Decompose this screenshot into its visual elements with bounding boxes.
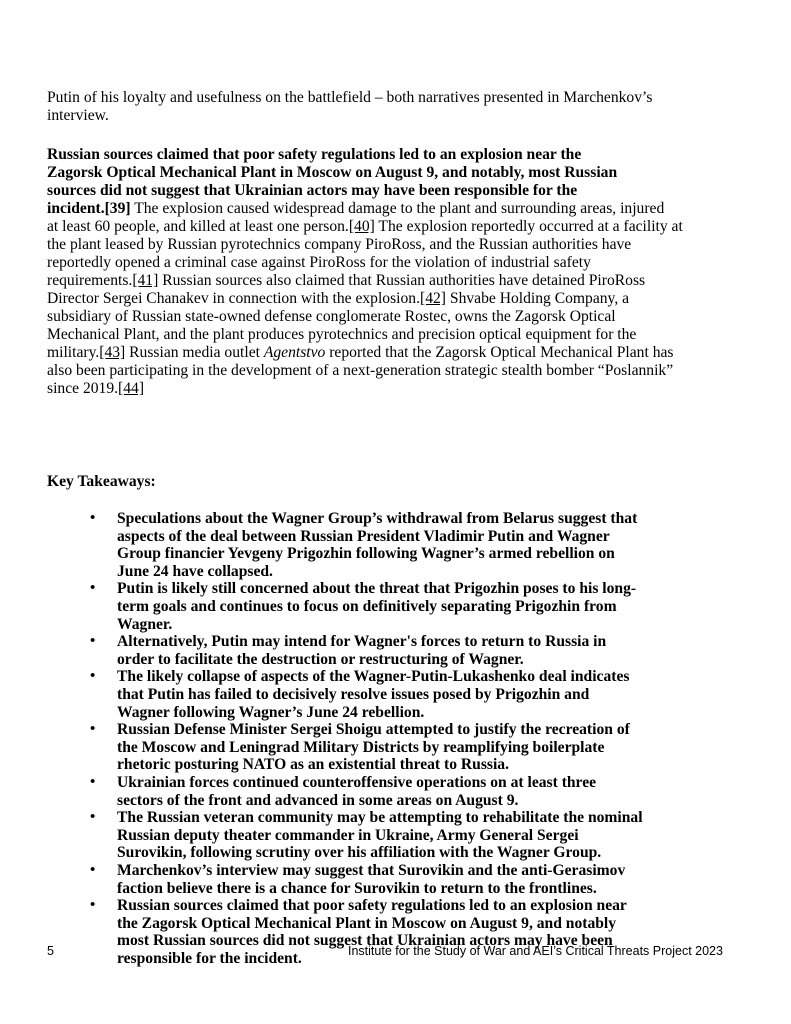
text-line — [47, 380, 144, 398]
takeaway-line: Group financier Yevgeny Prigozhin following Wagner’s armed rebellion on — [117, 545, 615, 563]
text-run: the plant leased by Russian pyrotechnics company PiroRoss, and the Russian authorities have — [47, 236, 632, 253]
text-line — [47, 146, 581, 164]
text-line — [47, 89, 652, 107]
takeaway-line: faction believe there is a chance for Surovikin to return to the frontlines. — [117, 879, 597, 897]
text-run: Director Sergei Chanakev in connection with the explosion. — [47, 290, 421, 307]
text-line — [47, 290, 629, 308]
text-run: Russian sources also claimed that Russian authorities have detained PiroRoss — [158, 272, 646, 289]
text-run: The explosion reportedly occurred at a facility at — [374, 218, 683, 235]
text-line — [47, 182, 577, 200]
text-run: The explosion caused widespread damage to the plant and surrounding areas, injured — [130, 200, 665, 217]
takeaway-line: June 24 have collapsed. — [117, 562, 273, 580]
text-line — [47, 308, 616, 326]
footnote-link[interactable]: [44] — [118, 380, 145, 397]
takeaway-line: Alternatively, Putin may intend for Wagner's forces to return to Russia in — [117, 633, 607, 651]
bullet-icon: • — [90, 633, 96, 650]
text-run: at least 60 people, and killed at least one person. — [47, 218, 349, 235]
takeaway-line: Russian deputy theater commander in Ukraine, Army General Sergei — [117, 826, 579, 844]
text-run: military. — [47, 344, 100, 361]
text-run: Mechanical Plant, and the plant produces pyrotechnics and precision optical equipment for the — [47, 326, 637, 343]
takeaway-line: responsible for the incident. — [117, 950, 302, 967]
takeaway-line: term goals and continues to focus on definitively separating Prigozhin from — [117, 598, 617, 615]
takeaway-line: order to facilitate the destruction or restructuring of Wagner. — [117, 650, 524, 668]
takeaway-line: the Zagorsk Optical Mechanical Plant in Moscow on August 9, and notably — [117, 914, 617, 932]
takeaway-line: Ukrainian forces continued counteroffensive operations on at least three — [117, 774, 597, 791]
text-run: interview. — [47, 107, 109, 124]
bullet-icon: • — [90, 897, 96, 914]
takeaway-line: that Putin has failed to decisively resolve issues posed by Prigozhin and — [117, 686, 590, 703]
text-run: reported that the Zagorsk Optical Mechanical Plant has — [325, 344, 674, 361]
text-run: Russian media outlet — [125, 344, 264, 361]
bullet-icon: • — [90, 721, 96, 738]
text-run: since 2019. — [47, 380, 119, 397]
takeaway-line: Speculations about the Wagner Group’s withdrawal from Belarus suggest that — [117, 510, 638, 527]
takeaway-line: Putin is likely still concerned about the threat that Prigozhin poses to his long- — [117, 580, 637, 598]
bold-text: incident.[39] — [47, 200, 131, 217]
takeaway-line: the Moscow and Leningrad Military Districts by reamplifying boilerplate — [117, 738, 605, 756]
takeaway-line: sectors of the front and advanced in some areas on August 9. — [117, 791, 519, 809]
italic-text: Agentstvo — [263, 344, 326, 361]
bold-text: Zagorsk Optical Mechanical Plant in Moscow on August 9, and notably, most Russian — [47, 164, 618, 181]
bold-text: sources did not suggest that Ukrainian actors may have been responsible for the — [47, 182, 578, 199]
takeaway-line: Russian Defense Minister Sergei Shoigu attempted to justify the recreation of — [117, 721, 630, 739]
takeaway-line: most Russian sources did not suggest that Ukrainian actors may have been — [117, 932, 613, 950]
text-run: reportedly opened a criminal case against PiroRoss for the violation of industrial safety — [47, 254, 591, 271]
takeaway-line: The likely collapse of aspects of the Wagner-Putin-Lukashenko deal indicates — [117, 668, 630, 686]
key-takeaways-heading: Key Takeaways: — [47, 473, 156, 490]
footer-credit: Institute for the Study of War and AEI’s Critical Threats Project 2023 — [348, 944, 723, 958]
takeaway-line: The Russian veteran community may be attempting to rehabilitate the nominal — [117, 809, 643, 827]
text-run: requirements. — [47, 272, 133, 289]
text-line — [47, 236, 631, 254]
bullet-icon: • — [90, 862, 96, 878]
takeaway-line: rhetoric posturing NATO as an existential threat to Russia. — [117, 756, 510, 774]
takeaway-line: Russian sources claimed that poor safety regulations led to an explosion near — [117, 897, 627, 915]
text-run: Shvabe Holding Company, a — [446, 290, 630, 307]
bullet-icon: • — [90, 668, 96, 685]
takeaway-line: aspects of the deal between Russian President Vladimir Putin and Wagner — [117, 527, 610, 545]
takeaway-line: Marchenkov’s interview may suggest that Surovikin and the anti-Gerasimov — [117, 862, 626, 879]
text-line — [47, 254, 591, 272]
footnote-link[interactable]: [40] — [348, 218, 375, 235]
text-run: also been participating in the development of a next-generation strategic stealth bomber “Poslannik” — [47, 362, 674, 379]
text-line — [47, 218, 683, 236]
text-line — [47, 326, 636, 344]
text-line — [47, 107, 109, 125]
takeaway-line: Surovikin, following scrutiny over his affiliation with the Wagner Group. — [117, 844, 602, 862]
page-number: 5 — [47, 944, 54, 958]
takeaway-line: Wagner. — [117, 615, 173, 633]
bullet-icon: • — [90, 774, 96, 790]
footnote-link[interactable]: [41] — [132, 272, 159, 289]
text-run: subsidiary of Russian state-owned defense conglomerate Rostec, owns the Zagorsk Optical — [47, 308, 616, 325]
text-line — [47, 362, 673, 380]
bold-text: Russian sources claimed that poor safety regulations led to an explosion near the — [47, 146, 582, 163]
text-line — [47, 200, 664, 218]
takeaway-line: Wagner following Wagner’s June 24 rebellion. — [117, 703, 425, 721]
footnote-link[interactable]: [42] — [420, 290, 446, 307]
bullet-icon: • — [90, 510, 96, 526]
text-line — [47, 272, 645, 290]
bullet-icon: • — [90, 580, 96, 597]
text-run: Putin of his loyalty and usefulness on the battlefield – both narratives presented in Marchenkov’s — [47, 89, 653, 106]
bullet-icon: • — [90, 809, 96, 826]
text-line — [47, 164, 617, 182]
footnote-link[interactable]: [43] — [99, 344, 126, 361]
text-line — [47, 344, 674, 362]
